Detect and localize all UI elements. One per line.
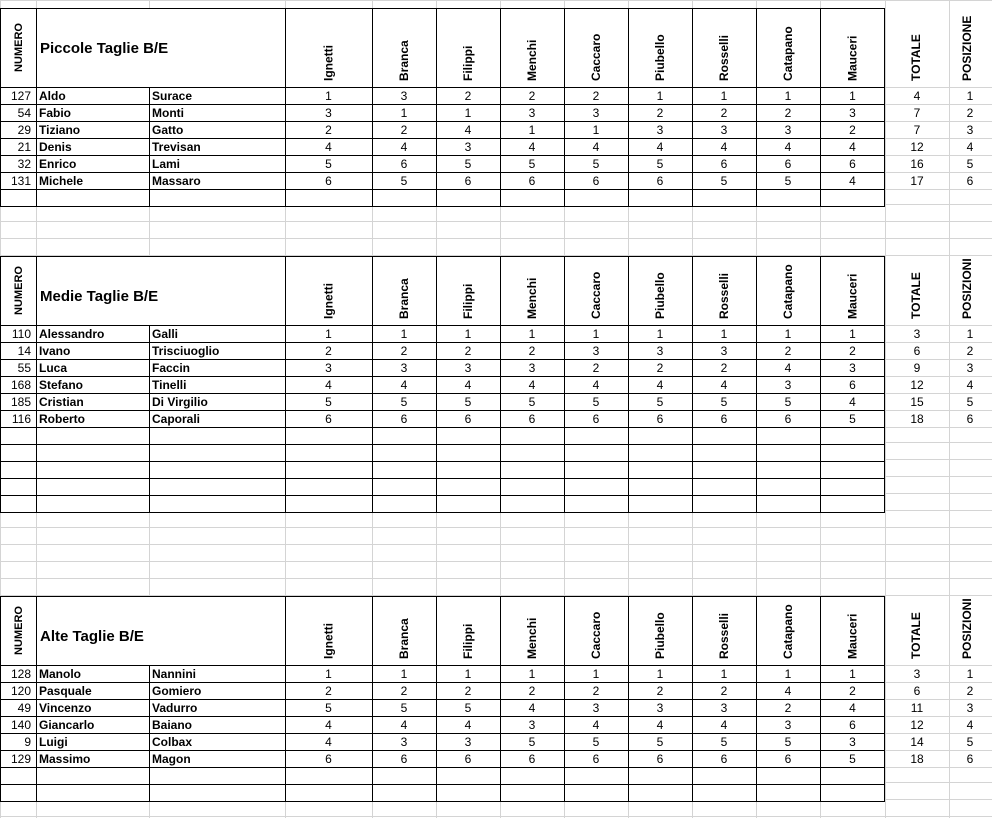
cell-score: 5 [528,395,536,409]
cell-posizione: 4 [966,378,974,392]
cell-nome: Denis [39,140,72,154]
cell-score: 3 [784,123,792,137]
cell-score: 5 [325,157,332,171]
cell-score: 3 [325,361,332,375]
cell-posizione: 3 [966,361,974,375]
judge-header-piubello: Piubello [653,272,667,319]
cell-nome: Manolo [39,667,81,681]
cell-numero: 185 [10,395,31,409]
cell-score: 5 [849,752,856,766]
cell-score: 4 [400,140,408,154]
posizione-header: POSIZIONE [960,15,974,81]
cell-numero: 14 [17,344,31,358]
cell-score: 5 [528,157,536,171]
judge-header-filippi: Filippi [461,283,475,319]
cell-totale: 4 [913,89,921,103]
cell-nome: Vincenzo [39,701,92,715]
posizione-header: POSIZIONI [960,258,974,319]
cell-posizione: 5 [966,395,974,409]
cell-cognome: Di Virgilio [152,395,208,409]
cell-totale: 11 [910,701,924,715]
cell-totale: 12 [910,140,924,154]
cell-nome: Aldo [39,89,66,103]
cell-totale: 18 [910,412,924,426]
cell-score: 2 [784,701,792,715]
cell-score: 6 [720,752,728,766]
cell-score: 6 [400,752,408,766]
cell-score: 5 [720,174,728,188]
table-background [0,596,885,801]
cell-numero: 32 [17,157,31,171]
cell-score: 3 [528,106,536,120]
cell-score: 3 [656,344,664,358]
cell-score: 2 [720,361,728,375]
cell-totale: 3 [913,327,921,341]
cell-posizione: 5 [966,157,974,171]
cell-numero: 29 [17,123,31,137]
cell-score: 6 [656,752,664,766]
cell-score: 2 [464,344,472,358]
section-title: Piccole Taglie B/E [40,40,169,57]
cell-numero: 131 [10,174,31,188]
cell-cognome: Colbax [152,735,193,749]
cell-numero: 128 [10,667,31,681]
cell-posizione: 1 [966,327,974,341]
section-title: Alte Taglie B/E [40,628,144,645]
totals-background [885,256,992,427]
judge-header-catapano: Catapano [781,26,795,81]
table-background [0,8,885,206]
cell-totale: 17 [910,174,924,188]
cell-score: 4 [656,378,664,392]
cell-score: 4 [464,718,472,732]
cell-score: 1 [656,327,664,341]
cell-score: 1 [656,667,664,681]
cell-score: 2 [528,344,536,358]
cell-score: 1 [464,327,472,341]
cell-score: 2 [400,344,408,358]
cell-score: 3 [784,378,792,392]
cell-score: 5 [720,735,728,749]
judge-header-catapano: Catapano [781,264,795,319]
cell-posizione: 3 [966,701,974,715]
cell-score: 4 [849,701,856,715]
cell-totale: 7 [913,106,921,120]
cell-score: 1 [784,667,792,681]
judge-header-mauceri: Mauceri [845,273,860,319]
cell-totale: 6 [913,344,921,358]
cell-score: 6 [325,412,332,426]
cell-totale: 12 [910,718,924,732]
judge-header-branca: Branca [397,618,411,659]
cell-score: 6 [849,157,856,171]
cell-score: 6 [592,174,600,188]
section-table-3[interactable] [0,596,992,802]
cell-score: 3 [464,735,472,749]
cell-score: 5 [784,395,792,409]
cell-score: 1 [325,667,332,681]
cell-nome: Luigi [39,735,68,749]
cell-score: 2 [784,344,792,358]
cell-totale: 14 [910,735,924,749]
cell-score: 1 [528,123,536,137]
cell-nome: Fabio [39,106,71,120]
cell-score: 1 [592,123,600,137]
cell-score: 4 [592,718,600,732]
cell-score: 1 [849,667,856,681]
cell-score: 2 [592,361,600,375]
cell-score: 4 [720,718,728,732]
section-title: Medie Taglie B/E [40,288,159,305]
cell-score: 3 [784,718,792,732]
cell-score: 6 [720,157,728,171]
cell-score: 1 [464,106,472,120]
cell-score: 2 [656,106,664,120]
cell-score: 3 [656,123,664,137]
cell-score: 6 [592,412,600,426]
cell-cognome: Magon [152,752,191,766]
cell-cognome: Lami [152,157,181,171]
cell-score: 2 [849,344,856,358]
cell-score: 2 [849,684,856,698]
judge-header-menchi: Menchi [525,39,539,81]
judge-header-ignetti: Ignetti [321,283,336,319]
judge-header-branca: Branca [397,278,411,319]
judge-header-ignetti: Ignetti [321,45,336,81]
cell-cognome: Trisciuoglio [152,344,220,358]
cell-score: 3 [656,701,664,715]
cell-score: 5 [464,395,472,409]
cell-score: 6 [849,718,856,732]
cell-score: 4 [464,378,472,392]
cell-score: 4 [592,140,600,154]
cell-score: 5 [656,395,664,409]
cell-score: 6 [784,752,792,766]
cell-totale: 15 [910,395,924,409]
cell-score: 4 [325,735,332,749]
judge-header-filippi: Filippi [461,45,475,81]
cell-score: 6 [400,157,408,171]
cell-cognome: Baiano [152,718,193,732]
cell-score: 1 [784,89,792,103]
cell-score: 6 [656,174,664,188]
cell-score: 3 [325,106,332,120]
cell-score: 3 [592,344,600,358]
cell-score: 1 [849,327,856,341]
cell-score: 2 [656,684,664,698]
cell-score: 6 [784,157,792,171]
cell-score: 5 [784,735,792,749]
cell-score: 4 [528,378,536,392]
cell-score: 4 [528,701,536,715]
cell-cognome: Massaro [152,174,201,188]
cell-posizione: 1 [966,89,974,103]
cell-numero: 120 [10,684,31,698]
cell-score: 5 [325,701,332,715]
cell-score: 1 [784,327,792,341]
cell-score: 5 [464,701,472,715]
cell-numero: 140 [10,718,31,732]
cell-numero: 49 [17,701,31,715]
cell-score: 4 [400,378,408,392]
totals-background [885,596,992,767]
cell-numero: 168 [10,378,31,392]
cell-score: 4 [784,684,792,698]
cell-numero: 55 [17,361,31,375]
cell-score: 4 [784,140,792,154]
numero-header: NUMERO [13,606,25,655]
cell-score: 2 [464,89,472,103]
cell-score: 4 [784,361,792,375]
cell-score: 3 [720,344,728,358]
cell-posizione: 6 [966,412,974,426]
cell-totale: 7 [913,123,921,137]
cell-numero: 9 [24,735,31,749]
cell-score: 6 [592,752,600,766]
cell-score: 2 [528,684,536,698]
cell-totale: 16 [910,157,924,171]
cell-score: 5 [592,395,600,409]
cell-score: 5 [464,157,472,171]
cell-score: 4 [656,718,664,732]
cell-nome: Cristian [39,395,84,409]
judge-header-menchi: Menchi [525,277,539,319]
cell-score: 6 [528,412,536,426]
cell-score: 1 [720,89,728,103]
cell-score: 1 [592,667,600,681]
totals-background [885,8,992,189]
cell-score: 1 [400,667,408,681]
cell-score: 5 [592,735,600,749]
cell-score: 6 [464,752,472,766]
judge-header-filippi: Filippi [461,623,475,659]
cell-cognome: Vadurro [152,701,198,715]
numero-header: NUMERO [13,23,25,72]
cell-score: 3 [400,89,408,103]
cell-score: 6 [325,752,332,766]
cell-score: 4 [592,378,600,392]
cell-score: 5 [784,174,792,188]
cell-score: 3 [400,361,408,375]
cell-score: 4 [400,718,408,732]
cell-posizione: 3 [966,123,974,137]
cell-cognome: Faccin [152,361,191,375]
cell-posizione: 5 [966,735,974,749]
cell-nome: Alessandro [39,327,105,341]
cell-score: 4 [720,378,728,392]
cell-score: 1 [400,106,408,120]
cell-score: 1 [656,89,664,103]
cell-cognome: Galli [152,327,179,341]
cell-score: 3 [400,735,408,749]
cell-numero: 110 [11,327,31,341]
cell-nome: Giancarlo [39,718,95,732]
cell-score: 2 [325,123,332,137]
cell-score: 4 [656,140,664,154]
posizione-header: POSIZIONI [960,598,974,659]
cell-score: 3 [849,361,856,375]
cell-score: 3 [464,361,472,375]
cell-score: 6 [464,174,472,188]
cell-cognome: Surace [152,89,193,103]
cell-score: 4 [528,140,536,154]
cell-score: 3 [720,123,728,137]
cell-score: 1 [528,667,536,681]
cell-totale: 12 [910,378,924,392]
cell-score: 2 [720,106,728,120]
cell-score: 2 [400,684,408,698]
cell-score: 1 [400,327,408,341]
cell-score: 3 [849,735,856,749]
judge-header-ignetti: Ignetti [321,623,336,659]
cell-score: 5 [325,395,332,409]
cell-score: 1 [720,667,728,681]
totale-header: TOTALE [909,34,923,81]
cell-score: 1 [528,327,536,341]
cell-score: 5 [528,735,536,749]
cell-score: 1 [592,327,600,341]
cell-score: 6 [464,412,472,426]
cell-posizione: 2 [966,344,974,358]
judge-header-catapano: Catapano [781,604,795,659]
cell-score: 6 [720,412,728,426]
cell-score: 5 [656,157,664,171]
cell-score: 4 [849,140,856,154]
cell-score: 2 [464,684,472,698]
cell-score: 6 [656,412,664,426]
numero-header: NUMERO [13,266,25,315]
cell-score: 2 [784,106,792,120]
cell-totale: 6 [913,684,921,698]
cell-score: 3 [528,718,536,732]
judge-header-menchi: Menchi [525,617,539,659]
judge-header-piubello: Piubello [653,34,667,81]
cell-score: 5 [400,395,408,409]
judge-header-caccaro: Caccaro [589,611,603,659]
cell-score: 2 [325,344,332,358]
judge-header-piubello: Piubello [653,612,667,659]
cell-score: 1 [464,667,472,681]
cell-score: 3 [464,140,472,154]
cell-numero: 21 [17,140,31,154]
cell-score: 2 [528,89,536,103]
cell-score: 5 [656,735,664,749]
cell-score: 2 [592,684,600,698]
cell-score: 6 [784,412,792,426]
cell-nome: Luca [39,361,68,375]
cell-score: 4 [325,718,332,732]
cell-score: 3 [720,701,728,715]
cell-nome: Ivano [39,344,71,358]
cell-score: 4 [464,123,472,137]
cell-posizione: 1 [966,667,974,681]
cell-cognome: Tinelli [152,378,187,392]
cell-score: 1 [720,327,728,341]
cell-posizione: 4 [966,718,974,732]
cell-score: 1 [325,89,332,103]
cell-totale: 3 [913,667,921,681]
cell-score: 5 [592,157,600,171]
totale-header: TOTALE [909,272,923,319]
cell-score: 4 [325,378,332,392]
judge-header-mauceri: Mauceri [845,613,860,659]
cell-score: 2 [656,361,664,375]
cell-score: 6 [528,174,536,188]
cell-cognome: Caporali [152,412,201,426]
cell-score: 5 [400,701,408,715]
cell-score: 6 [325,174,332,188]
cell-score: 3 [528,361,536,375]
cell-score: 3 [592,701,600,715]
cell-cognome: Nannini [152,667,196,681]
cell-score: 1 [849,89,856,103]
cell-score: 6 [849,378,856,392]
section-table-1[interactable] [0,8,992,207]
cell-nome: Stefano [39,378,84,392]
cell-nome: Pasquale [39,684,92,698]
judge-header-branca: Branca [397,40,411,81]
cell-score: 2 [592,89,600,103]
cell-score: 6 [528,752,536,766]
cell-score: 2 [720,684,728,698]
cell-score: 4 [720,140,728,154]
cell-cognome: Trevisan [152,140,201,154]
cell-posizione: 6 [966,174,974,188]
cell-score: 3 [592,106,600,120]
cell-cognome: Monti [152,106,184,120]
cell-numero: 127 [10,89,31,103]
cell-nome: Michele [39,174,84,188]
cell-score: 4 [325,140,332,154]
cell-totale: 9 [913,361,921,375]
cell-score: 2 [849,123,856,137]
cell-score: 3 [849,106,856,120]
cell-nome: Roberto [39,412,85,426]
cell-totale: 18 [910,752,924,766]
totale-header: TOTALE [909,612,923,659]
cell-posizione: 2 [966,684,974,698]
cell-score: 4 [849,174,856,188]
cell-score: 4 [849,395,856,409]
cell-score: 5 [849,412,856,426]
cell-score: 5 [400,174,408,188]
judge-header-rosselli: Rosselli [717,34,731,81]
cell-posizione: 2 [966,106,974,120]
cell-score: 1 [325,327,332,341]
cell-score: 5 [720,395,728,409]
judge-header-rosselli: Rosselli [717,272,731,319]
judge-header-rosselli: Rosselli [717,612,731,659]
judge-header-caccaro: Caccaro [589,271,603,319]
cell-numero: 129 [10,752,31,766]
cell-cognome: Gomiero [152,684,202,698]
cell-nome: Massimo [39,752,91,766]
cell-score: 2 [400,123,408,137]
cell-cognome: Gatto [152,123,184,137]
cell-posizione: 6 [966,752,974,766]
cell-score: 2 [325,684,332,698]
cell-numero: 54 [17,106,31,120]
judge-header-caccaro: Caccaro [589,33,603,81]
judge-header-mauceri: Mauceri [845,35,860,81]
cell-score: 6 [400,412,408,426]
cell-numero: 116 [11,412,31,426]
cell-nome: Tiziano [39,123,81,137]
cell-nome: Enrico [39,157,77,171]
cell-posizione: 4 [966,140,974,154]
